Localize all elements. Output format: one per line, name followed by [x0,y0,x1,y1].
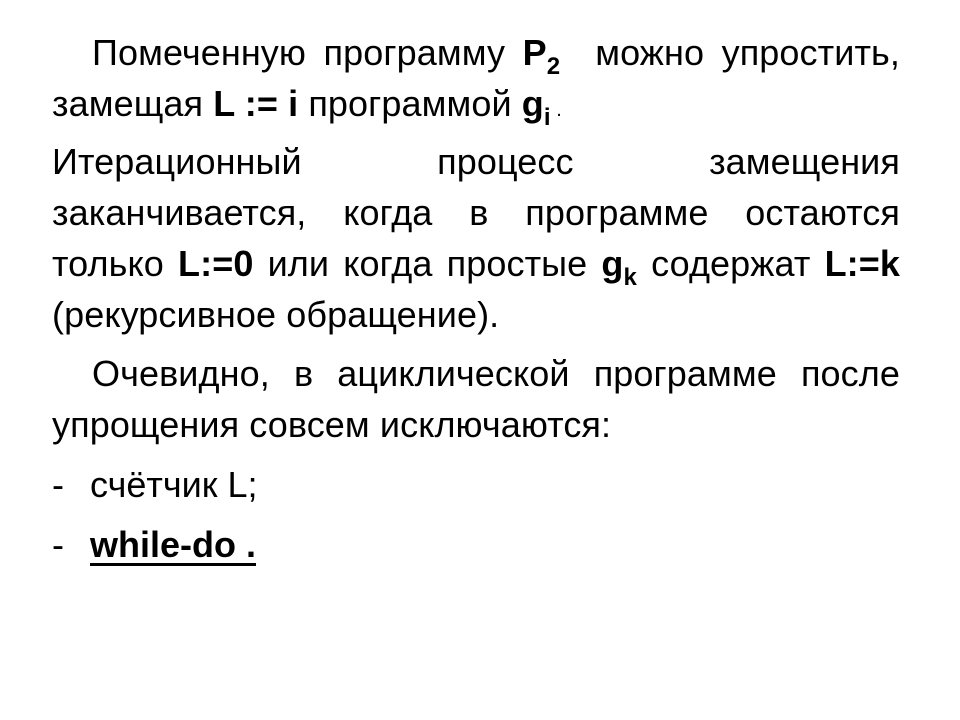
program-p2-subscript: 2 [546,53,561,80]
text-segment: или когда простые [253,243,602,284]
text-segment: Итерационный процесс замещения заканчивается, когда в программе остаются только [52,141,900,284]
program-gi-subscript: i [543,104,551,131]
program-p2 [522,32,561,80]
code-assign-l-i: L := i [213,83,299,124]
text-segment: Помеченную программу [92,32,523,73]
paragraph-acyclic-program: Очевидно, в ациклической программе после упрощения совсем исключаются: [52,353,900,445]
excluded-items-list [52,459,900,570]
list-item-counter [52,459,900,510]
slide-content [52,27,911,579]
list-item-while-do [52,519,900,570]
text-segment-dot: . [550,99,562,121]
program-gk-subscript: k [623,264,637,291]
code-l-k: L:=k [824,243,900,284]
program-gi [521,83,551,131]
list-item-while-do-text: while-do . [90,524,256,565]
program-gi-letter: g [521,83,544,124]
program-p2-letter: P [522,32,547,73]
text-segment: можно упростить, замещая [52,32,911,124]
list-dash: - [52,464,64,505]
text-segment: содержат [636,243,825,284]
list-item-counter-text: счётчик L; [90,464,258,505]
program-gk [601,243,637,291]
paragraph-program-simplification [52,27,911,340]
list-dash: - [52,524,64,565]
code-l-zero: L:=0 [178,243,254,284]
program-gk-letter: g [601,243,624,284]
text-segment: (рекурсивное обращение). [52,294,500,335]
text-segment: программой [298,83,522,124]
